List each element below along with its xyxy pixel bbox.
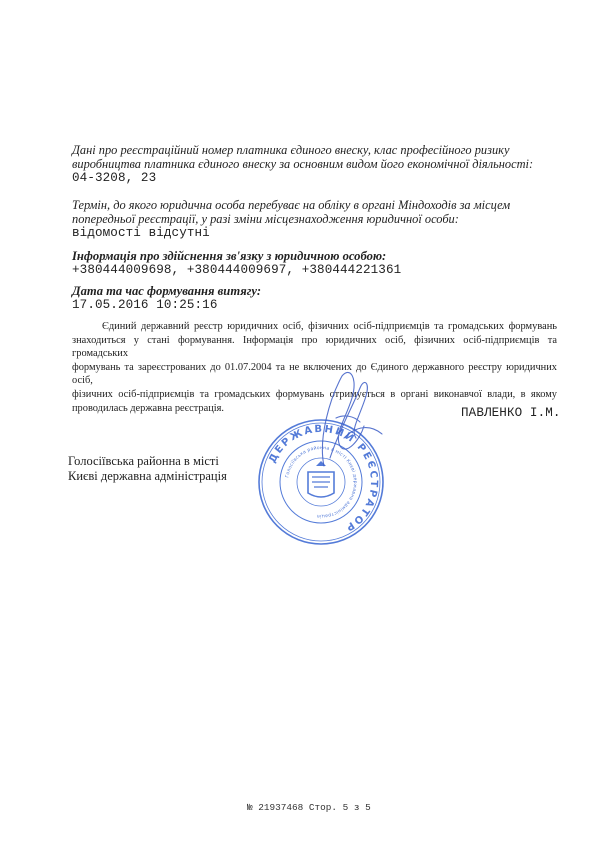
notice-line-1: Єдиний державний реєстр юридичних осіб, фізичних осіб-підприємців та громадських формувань (102, 321, 557, 332)
registration-term-value: відомості відсутні (72, 226, 210, 240)
registration-term-label-line-1: Термін, до якого юридична особа перебуває на обліку в органі Міндоходів за місцем (72, 198, 511, 212)
page-footer: № 21937468 Стор. 5 з 5 (247, 802, 371, 813)
insurance-label-line-2: виробництва платника єдиного внеску за основним видом його економічної діяльності: (72, 157, 534, 171)
notice-line-3: формувань та зареєстрованих до 01.07.2004 та не включених до Єдиного державного реєстру юридичних осіб, (72, 361, 557, 387)
notice-line-4: фізичних осіб-підприємців та громадських формувань отримується в органі виконавчої влади, в якому (72, 388, 557, 400)
notice-line-2: знаходиться у стані формування. Інформація про юридичних осіб, фізичних осіб-підприємців та громадських (72, 334, 557, 360)
notice-line-5: проводилась державна реєстрація. (72, 402, 225, 414)
registration-term-label-line-2: попередньої реєстрації, у разі зміни місцезнаходження юридичної особи: (72, 212, 459, 226)
contact-value: +380444009698, +380444009697, +380444221361 (72, 263, 402, 277)
signature (300, 368, 390, 468)
organization-line-1: Голосіївська районна в місті (68, 454, 219, 468)
registration-term-section (72, 198, 572, 240)
extract-date-label: Дата та час формування витягу: (72, 284, 262, 298)
insurance-value: 04-3208, 23 (72, 171, 157, 185)
organization-line-2: Києві державна адміністрація (68, 469, 227, 483)
insurance-label-line-1: Дані про реєстраційний номер платника єдиного внеску, клас професійного ризику (72, 143, 510, 157)
contact-section (72, 249, 572, 277)
extract-date-section (72, 284, 572, 312)
contact-label: Інформація про здійснення зв'язку з юридичною особою: (72, 249, 387, 263)
insurance-section (72, 143, 572, 185)
organization-name (68, 454, 227, 484)
extract-date-value: 17.05.2016 10:25:16 (72, 298, 218, 312)
stamp-inner-text: Голосіївська районна в місті Києві державна адміністрація (285, 445, 358, 519)
stamp-outer-text: ДЕРЖАВНИЙ РЕЄСТРАТОР (267, 423, 380, 534)
signer-name: ПАВЛЕНКО І.М. (461, 406, 561, 420)
